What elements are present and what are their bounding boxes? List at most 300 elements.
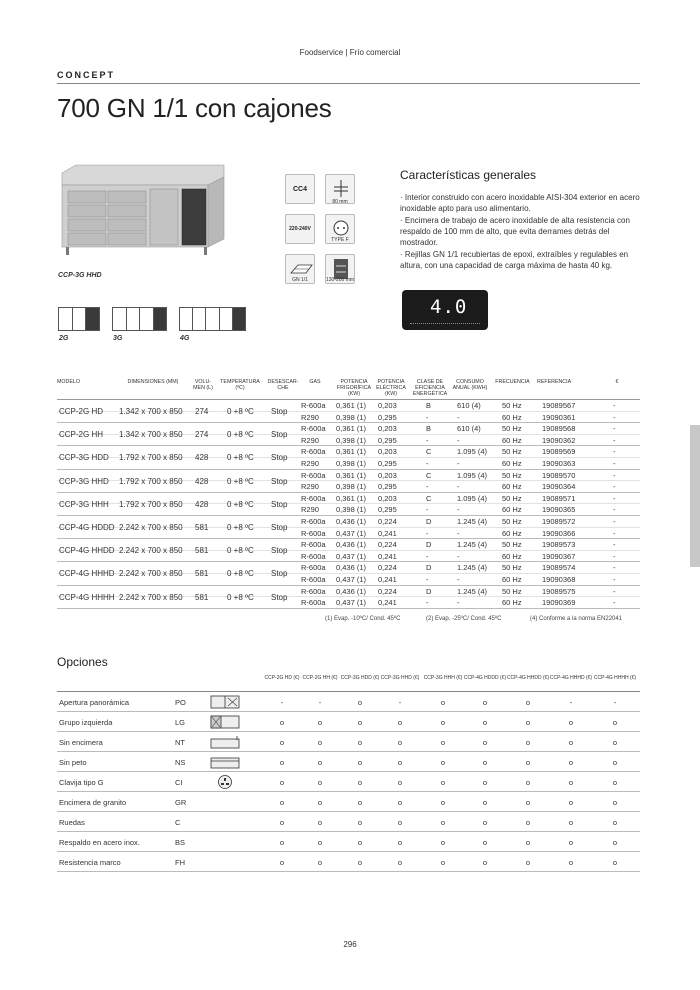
config-3g <box>112 307 167 331</box>
option-availability: o <box>397 718 403 727</box>
cell-eur: - <box>613 598 616 608</box>
cell-pf: 0,361 (1) <box>336 424 367 434</box>
option-row <box>57 692 640 712</box>
cell-def: Stop <box>271 592 288 602</box>
cell-gas: R-600a <box>301 598 326 608</box>
note-1: (1) Evap. -10ºC/ Cond. 45ºC <box>325 616 401 622</box>
option-availability: o <box>317 798 323 807</box>
cell-gas: R290 <box>301 412 319 422</box>
cell-eur: - <box>613 482 616 492</box>
cell-ref: 19089570 <box>542 470 576 480</box>
option-availability: o <box>279 818 285 827</box>
option-availability: - <box>569 698 573 707</box>
cell-eur: - <box>613 435 616 445</box>
option-code: NS <box>175 758 186 767</box>
cell-ref: 19089575 <box>542 586 576 596</box>
cell-eur: - <box>613 505 616 515</box>
option-availability: o <box>317 858 323 867</box>
cell-vol: 428 <box>195 476 209 486</box>
option-row <box>57 852 640 872</box>
option-availability: o <box>357 838 363 847</box>
option-availability: o <box>317 738 323 747</box>
option-availability: o <box>568 738 574 747</box>
models-table-header <box>57 378 640 400</box>
cell-temp: 0 +8 ºC <box>227 476 254 486</box>
option-row <box>57 732 640 752</box>
option-availability: o <box>482 798 488 807</box>
left-group-icon <box>210 715 240 729</box>
option-availability: o <box>525 698 531 707</box>
option-code: GR <box>175 798 187 807</box>
cell-cls: - <box>426 574 429 584</box>
cell-cons: 1.245 (4) <box>457 586 488 596</box>
table-row <box>57 400 640 416</box>
config-3g-label: 3G <box>113 335 123 342</box>
option-availability: o <box>317 818 323 827</box>
config-2g <box>58 307 100 331</box>
option-availability: o <box>440 798 446 807</box>
table-row <box>57 574 640 586</box>
option-availability: o <box>612 778 618 787</box>
option-code: NT <box>175 738 185 747</box>
option-availability: o <box>482 838 488 847</box>
table-row <box>57 586 640 602</box>
option-availability: o <box>279 758 285 767</box>
cell-gas: R-600a <box>301 586 326 596</box>
option-availability: o <box>568 858 574 867</box>
option-availability: o <box>612 838 618 847</box>
option-availability: o <box>612 758 618 767</box>
cell-eur: - <box>613 563 616 573</box>
product-caption: CCP-3G HHD <box>58 272 102 279</box>
cell-ref: 19090367 <box>542 551 576 561</box>
option-availability: o <box>525 778 531 787</box>
cell-pf: 0,436 (1) <box>336 540 367 550</box>
cell-freq: 50 Hz <box>502 540 522 550</box>
cell-pe: 0,241 <box>378 528 397 538</box>
cell-def: Stop <box>271 407 288 416</box>
cell-pe: 0,241 <box>378 598 397 608</box>
option-availability: o <box>317 718 323 727</box>
option-label: Sin peto <box>59 758 87 767</box>
option-availability: o <box>397 738 403 747</box>
cell-freq: 60 Hz <box>502 482 522 492</box>
option-availability: o <box>357 798 363 807</box>
cell-dims: 2.242 x 700 x 850 <box>119 569 183 579</box>
cell-gas: R-600a <box>301 424 326 434</box>
config-2g-label: 2G <box>59 335 69 342</box>
cell-cls: - <box>426 412 429 422</box>
cell-temp: 0 +8 ºC <box>227 407 254 416</box>
voltage-label: 220-240V <box>289 226 311 232</box>
cell-pe: 0,295 <box>378 458 397 468</box>
option-availability: o <box>397 818 403 827</box>
cell-def: Stop <box>271 430 288 440</box>
option-availability: o <box>279 738 285 747</box>
option-availability: - <box>318 698 322 707</box>
option-availability: o <box>568 718 574 727</box>
option-availability: o <box>279 858 285 867</box>
option-column-header: CCP-4G HHHH (€) <box>593 675 637 681</box>
cell-pf: 0,437 (1) <box>336 528 367 538</box>
option-availability: o <box>568 778 574 787</box>
cell-cons: 1.245 (4) <box>457 516 488 526</box>
table-header-cell: GAS <box>309 379 321 385</box>
option-availability: o <box>357 738 363 747</box>
table-row <box>57 551 640 563</box>
features-title: Características generales <box>400 168 537 182</box>
option-availability: o <box>482 698 488 707</box>
cell-temp: 0 +8 ºC <box>227 569 254 579</box>
table-header-cell: POTENCIA FRIGORÍFICA (KW) <box>336 379 372 397</box>
cell-pf: 0,398 (1) <box>336 458 367 468</box>
table-row <box>57 412 640 424</box>
cell-pe: 0,203 <box>378 401 397 410</box>
option-availability: o <box>397 798 403 807</box>
cell-cons: - <box>457 482 460 492</box>
option-availability: o <box>440 818 446 827</box>
option-code: PO <box>175 698 186 707</box>
option-code: LG <box>175 718 186 727</box>
option-code: BS <box>175 838 186 847</box>
no-top-icon <box>210 735 240 749</box>
cell-def: Stop <box>271 569 288 579</box>
section-label: CONCEPT <box>57 70 116 80</box>
option-availability: o <box>525 738 531 747</box>
option-row <box>57 832 640 852</box>
option-column-header: CCP-2G HH (€) <box>302 675 338 681</box>
option-code: C <box>175 818 181 827</box>
cell-dims: 1.342 x 700 x 850 <box>119 430 183 440</box>
cell-freq: 60 Hz <box>502 598 522 608</box>
cell-ref: 19089571 <box>542 493 576 503</box>
cell-freq: 50 Hz <box>502 447 522 457</box>
cell-freq: 50 Hz <box>502 563 522 573</box>
option-availability: o <box>612 798 618 807</box>
cell-cls: - <box>426 505 429 515</box>
cell-eur: - <box>613 447 616 457</box>
cell-ref: 19089573 <box>542 540 576 550</box>
table-row <box>57 528 640 540</box>
table-header-cell: POTENCIA ELÉCTRICA (KW) <box>376 379 406 397</box>
shelf-spacing-label: 130-200 mm <box>325 277 355 283</box>
option-availability: o <box>357 718 363 727</box>
option-availability: o <box>568 758 574 767</box>
option-availability: o <box>397 758 403 767</box>
option-column-header: CCP-3G HHD (€) <box>380 675 420 681</box>
cell-dims: 1.792 x 700 x 850 <box>119 499 183 509</box>
option-availability: o <box>482 738 488 747</box>
option-availability: o <box>568 818 574 827</box>
option-row <box>57 712 640 732</box>
cell-pe: 0,224 <box>378 540 397 550</box>
cell-ref: 19090361 <box>542 412 576 422</box>
cell-cls: D <box>426 563 432 573</box>
option-column-header: CCP-4G HHDD (€) <box>506 675 550 681</box>
cell-pe: 0,295 <box>378 482 397 492</box>
cell-freq: 50 Hz <box>502 470 522 480</box>
cell-cls: C <box>426 493 432 503</box>
option-availability: o <box>357 758 363 767</box>
cell-pe: 0,295 <box>378 435 397 445</box>
options-title: Opciones <box>57 655 108 669</box>
cell-cons: 1.095 (4) <box>457 470 488 480</box>
table-header-cell: € <box>615 379 619 385</box>
option-column-header: CCP-3G HDD (€) <box>340 675 380 681</box>
cell-model: CCP-4G HHHD <box>59 569 115 579</box>
option-availability: - <box>398 698 402 707</box>
cell-eur: - <box>613 528 616 538</box>
cell-vol: 581 <box>195 546 209 556</box>
option-label: Apertura panorámica <box>59 698 130 707</box>
product-image <box>58 163 228 258</box>
option-availability: o <box>568 838 574 847</box>
cell-cons: - <box>457 528 460 538</box>
cell-model: CCP-3G HHH <box>59 499 109 509</box>
option-availability: o <box>612 858 618 867</box>
cell-freq: 50 Hz <box>502 493 522 503</box>
models-table <box>57 378 640 609</box>
option-availability: o <box>440 698 446 707</box>
cell-temp: 0 +8 ºC <box>227 453 254 463</box>
cell-eur: - <box>613 516 616 526</box>
cell-cls: - <box>426 528 429 538</box>
cell-pf: 0,437 (1) <box>336 598 367 608</box>
cell-pf: 0,437 (1) <box>336 551 367 561</box>
cell-cons: 610 (4) <box>457 424 481 434</box>
cell-temp: 0 +8 ºC <box>227 522 254 532</box>
option-availability: o <box>440 838 446 847</box>
cell-def: Stop <box>271 453 288 463</box>
cell-eur: - <box>613 586 616 596</box>
cell-vol: 274 <box>195 430 209 440</box>
option-availability: o <box>279 838 285 847</box>
cell-vol: 428 <box>195 499 209 509</box>
option-availability: o <box>568 798 574 807</box>
cell-cons: - <box>457 458 460 468</box>
option-column-header: CCP-4G HHHD (€) <box>549 675 593 681</box>
cell-ref: 19089567 <box>542 401 576 410</box>
table-row <box>57 493 640 509</box>
option-code: CI <box>175 778 183 787</box>
height-label: 80 mm <box>332 199 348 205</box>
cell-eur: - <box>613 574 616 584</box>
cell-temp: 0 +8 ºC <box>227 546 254 556</box>
cell-freq: 60 Hz <box>502 574 522 584</box>
option-column-header: CCP-4G HDDD (€) <box>463 675 507 681</box>
cell-pf: 0,361 (1) <box>336 470 367 480</box>
cell-vol: 428 <box>195 453 209 463</box>
option-availability: o <box>482 718 488 727</box>
cell-pe: 0,241 <box>378 574 397 584</box>
cell-eur: - <box>613 412 616 422</box>
cell-cls: C <box>426 470 432 480</box>
cell-cls: - <box>426 482 429 492</box>
cell-pf: 0,398 (1) <box>336 412 367 422</box>
option-availability: o <box>440 758 446 767</box>
option-availability: o <box>317 778 323 787</box>
cell-pf: 0,361 (1) <box>336 493 367 503</box>
cell-pe: 0,224 <box>378 516 397 526</box>
option-availability: o <box>525 838 531 847</box>
option-availability: o <box>279 798 285 807</box>
option-availability: o <box>317 838 323 847</box>
options-table-body <box>57 692 640 872</box>
table-row <box>57 516 640 532</box>
option-availability: o <box>397 858 403 867</box>
note-2: (2) Evap. -25ºC/ Cond. 45ºC <box>426 616 502 622</box>
cell-cls: - <box>426 458 429 468</box>
cell-cons: - <box>457 505 460 515</box>
cell-pf: 0,436 (1) <box>336 563 367 573</box>
cell-ref: 19089569 <box>542 447 576 457</box>
cell-gas: R-600a <box>301 516 326 526</box>
cell-pf: 0,436 (1) <box>336 516 367 526</box>
cell-cons: 610 (4) <box>457 401 481 410</box>
cell-model: CCP-4G HDDD <box>59 522 115 532</box>
option-code: FH <box>175 858 185 867</box>
option-row <box>57 752 640 772</box>
option-availability: o <box>482 818 488 827</box>
cell-ref: 19090365 <box>542 505 576 515</box>
table-row <box>57 470 640 486</box>
models-table-body <box>57 400 640 609</box>
option-column-header: CCP-2G HD (€) <box>264 675 300 681</box>
table-row <box>57 597 640 609</box>
table-header-cell: FRECUENCIA <box>495 379 530 385</box>
cell-gas: R-600a <box>301 470 326 480</box>
cell-dims: 2.242 x 700 x 850 <box>119 522 183 532</box>
cell-model: CCP-4G HHHH <box>59 592 115 602</box>
cc4-icon <box>285 174 315 204</box>
cell-cls: B <box>426 401 432 410</box>
options-table-header <box>57 674 640 692</box>
cell-pf: 0,436 (1) <box>336 586 367 596</box>
option-availability: o <box>482 778 488 787</box>
feature-item: · Encimera de trabajo de acero inoxidable de alta resistencia con respaldo de 100 mm de alto, que evita derrames detrás del mostrador. <box>400 216 630 247</box>
page-title: 700 GN 1/1 con cajones <box>57 93 332 123</box>
cell-gas: R290 <box>301 435 319 445</box>
cell-pf: 0,398 (1) <box>336 482 367 492</box>
cell-freq: 60 Hz <box>502 435 522 445</box>
voltage-icon <box>285 214 315 244</box>
feature-item: · Interior construido con acero inoxidable AISI-304 exterior en acero inoxidable apto para uso alimentario. <box>400 193 640 213</box>
option-availability: o <box>612 738 618 747</box>
table-row <box>57 435 640 447</box>
option-row <box>57 772 640 792</box>
cell-temp: 0 +8 ºC <box>227 430 254 440</box>
cell-pe: 0,203 <box>378 493 397 503</box>
option-availability: o <box>279 778 285 787</box>
cell-eur: - <box>613 493 616 503</box>
cell-ref: 19089568 <box>542 424 576 434</box>
option-availability: o <box>317 758 323 767</box>
option-availability: o <box>397 838 403 847</box>
table-header-cell: DESESCAR- CHE <box>267 379 299 391</box>
cell-cons: - <box>457 598 460 608</box>
cell-temp: 0 +8 ºC <box>227 592 254 602</box>
display-buttons <box>410 323 480 325</box>
cell-gas: R-600a <box>301 574 326 584</box>
cell-cons: 1.245 (4) <box>457 563 488 573</box>
cell-pe: 0,224 <box>378 586 397 596</box>
plug-type-g-icon <box>210 775 240 789</box>
option-label: Grupo izquierda <box>59 718 113 727</box>
cell-pe: 0,241 <box>378 551 397 561</box>
cell-cons: 1.095 (4) <box>457 493 488 503</box>
cell-cls: B <box>426 424 432 434</box>
cell-gas: R290 <box>301 458 319 468</box>
panoramic-opening-icon <box>210 695 240 709</box>
cell-pf: 0,437 (1) <box>336 574 367 584</box>
option-label: Respaldo en acero inox. <box>59 838 140 847</box>
feature-item: · Rejillas GN 1/1 recubiertas de epoxi, extraíbles y regulables en altura, con una capacidad de carga máxima de hasta 40 kg. <box>400 250 629 270</box>
option-column-header: CCP-3G HHH (€) <box>423 675 463 681</box>
cell-def: Stop <box>271 499 288 509</box>
option-availability: o <box>357 858 363 867</box>
page-number: 296 <box>343 940 357 949</box>
option-availability: o <box>357 818 363 827</box>
cell-freq: 60 Hz <box>502 505 522 515</box>
features-list <box>400 192 645 272</box>
option-label: Resistencia marco <box>59 858 121 867</box>
cell-cons: 1.095 (4) <box>457 447 488 457</box>
cell-cons: - <box>457 551 460 561</box>
cell-gas: R-600a <box>301 540 326 550</box>
cell-dims: 1.792 x 700 x 850 <box>119 453 183 463</box>
cell-eur: - <box>613 540 616 550</box>
cell-ref: 19090366 <box>542 528 576 538</box>
cell-gas: R290 <box>301 482 319 492</box>
cell-freq: 50 Hz <box>502 586 522 596</box>
option-availability: o <box>612 818 618 827</box>
cell-vol: 274 <box>195 407 209 416</box>
cell-ref: 19090368 <box>542 574 576 584</box>
cell-dims: 2.242 x 700 x 850 <box>119 592 183 602</box>
cell-pe: 0,203 <box>378 470 397 480</box>
cell-vol: 581 <box>195 522 209 532</box>
cell-ref: 19090364 <box>542 482 576 492</box>
plug-label: TYPE F <box>331 237 349 243</box>
option-row <box>57 792 640 812</box>
cell-cls: - <box>426 435 429 445</box>
option-availability: o <box>525 858 531 867</box>
option-availability: o <box>482 758 488 767</box>
option-availability: o <box>525 818 531 827</box>
options-table <box>57 674 640 872</box>
cell-pe: 0,295 <box>378 505 397 515</box>
cell-pe: 0,224 <box>378 563 397 573</box>
cell-gas: R-600a <box>301 401 326 410</box>
cell-ref: 19090362 <box>542 435 576 445</box>
cell-def: Stop <box>271 546 288 556</box>
cell-freq: 60 Hz <box>502 412 522 422</box>
cell-gas: R290 <box>301 505 319 515</box>
cell-model: CCP-2G HD <box>59 407 104 416</box>
cell-pe: 0,203 <box>378 424 397 434</box>
cell-model: CCP-4G HHDD <box>59 546 115 556</box>
table-row <box>57 504 640 516</box>
table-row <box>57 458 640 470</box>
note-4: (4) Conforme a la norma EN22041 <box>530 616 623 622</box>
cell-dims: 1.792 x 700 x 850 <box>119 476 183 486</box>
cell-pf: 0,398 (1) <box>336 435 367 445</box>
option-availability: o <box>397 778 403 787</box>
option-label: Sin encimera <box>59 738 103 747</box>
cell-gas: R-600a <box>301 447 326 457</box>
table-header-cell: CONSUMO ANUAL (KWH) <box>452 379 488 391</box>
cc4-label: CC4 <box>292 185 307 193</box>
